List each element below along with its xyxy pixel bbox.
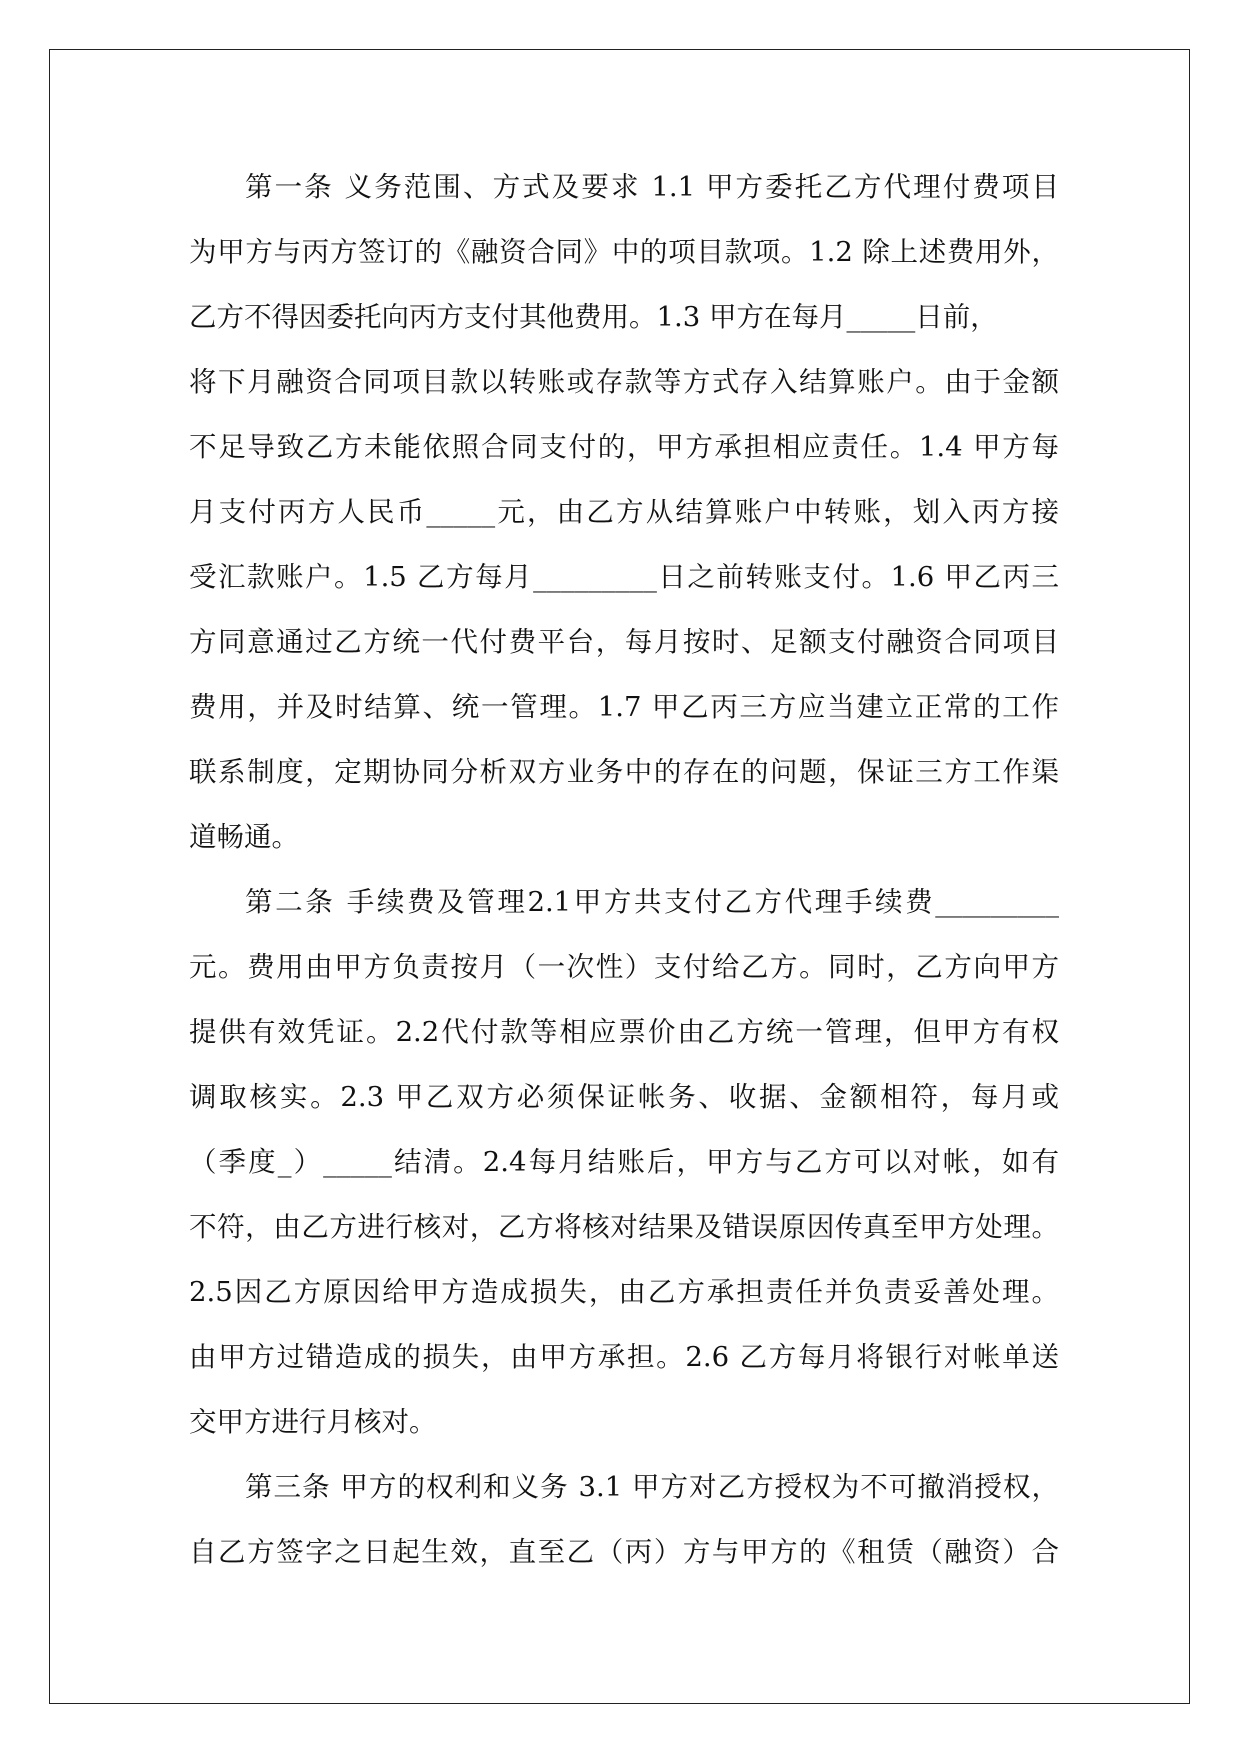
paragraph-line: 元。费用由甲方负责按月（一次性）支付给乙方。同时，乙方向甲方 [189, 951, 1059, 983]
paragraph-first-line: 第一条 义务范围、方式及要求 1.1 甲方委托乙方代理付费项目 [245, 171, 1059, 203]
paragraph-line: 为甲方与丙方签订的《融资合同》中的项目款项。1.2 除上述费用外， [189, 236, 1059, 268]
paragraph-line: （季度_）_____结清。2.4每月结账后，甲方与乙方可以对帐，如有 [189, 1146, 1059, 1178]
paragraph-line: 不符，由乙方进行核对，乙方将核对结果及错误原因传真至甲方处理。 [189, 1211, 1059, 1243]
paragraph-line: 交甲方进行月核对。 [189, 1406, 437, 1438]
paragraph-line: 不足导致乙方未能依照合同支付的，甲方承担相应责任。1.4 甲方每 [189, 431, 1059, 463]
paragraph-line: 调取核实。2.3 甲乙双方必须保证帐务、收据、金额相符，每月或 [189, 1081, 1059, 1113]
paragraph-line: 乙方不得因委托向丙方支付其他费用。1.3 甲方在每月_____日前， [189, 301, 998, 333]
paragraph-line: 受汇款账户。1.5 乙方每月_________日之前转账支付。1.6 甲乙丙三 [189, 561, 1059, 593]
paragraph-first-line: 第二条 手续费及管理2.1甲方共支付乙方代理手续费_________ [245, 886, 1059, 918]
paragraph-first-line: 第三条 甲方的权利和义务 3.1 甲方对乙方授权为不可撤消授权， [245, 1471, 1059, 1503]
paragraph-line: 提供有效凭证。2.2代付款等相应票价由乙方统一管理，但甲方有权 [189, 1016, 1059, 1048]
paragraph-line: 费用，并及时结算、统一管理。1.7 甲乙丙三方应当建立正常的工作 [189, 691, 1059, 723]
paragraph-line: 道畅通。 [189, 821, 299, 853]
paragraph-line: 月支付丙方人民币_____元，由乙方从结算账户中转账，划入丙方接 [189, 496, 1059, 528]
paragraph-line: 方同意通过乙方统一代付费平台，每月按时、足额支付融资合同项目 [189, 626, 1059, 658]
paragraph-line: 由甲方过错造成的损失，由甲方承担。2.6 乙方每月将银行对帐单送 [189, 1341, 1059, 1373]
paragraph-line: 联系制度，定期协同分析双方业务中的存在的问题，保证三方工作渠 [189, 756, 1059, 788]
document-body [189, 155, 1059, 1585]
paragraph-line: 2.5因乙方原因给甲方造成损失，由乙方承担责任并负责妥善处理。 [189, 1276, 1059, 1308]
paragraph-line: 自乙方签字之日起生效，直至乙（丙）方与甲方的《租赁（融资）合 [189, 1536, 1059, 1568]
paragraph-line: 将下月融资合同项目款以转账或存款等方式存入结算账户。由于金额 [189, 366, 1059, 398]
